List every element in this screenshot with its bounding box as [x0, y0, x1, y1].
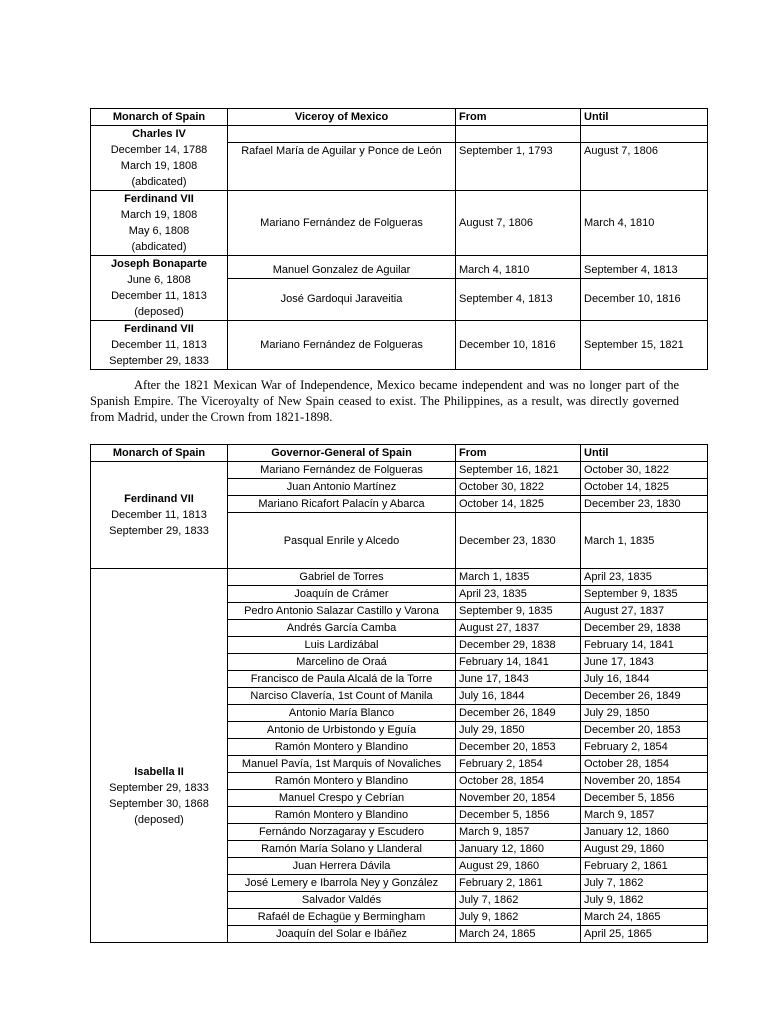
until-date: February 2, 1861 — [581, 858, 708, 875]
from-date: June 17, 1843 — [456, 671, 581, 688]
governor-name: Antonio de Urbistondo y Eguía — [228, 722, 456, 739]
until-date: December 29, 1838 — [581, 620, 708, 637]
from-date: December 29, 1838 — [456, 637, 581, 654]
from-date: April 23, 1835 — [456, 586, 581, 603]
from-date: January 12, 1860 — [456, 841, 581, 858]
until-date: September 4, 1813 — [581, 256, 708, 279]
governor-name: Pasqual Enrile y Alcedo — [228, 513, 456, 569]
governor-name: Manuel Crespo y Cebrían — [228, 790, 456, 807]
until-date: June 17, 1843 — [581, 654, 708, 671]
from-date: December 20, 1853 — [456, 739, 581, 756]
monarch-date: September 29, 1833 — [109, 781, 209, 794]
until-date: April 25, 1865 — [581, 926, 708, 943]
from-date: February 2, 1854 — [456, 756, 581, 773]
header-until: Until — [581, 445, 708, 462]
monarch-cell — [91, 321, 228, 370]
from-date: July 7, 1862 — [456, 892, 581, 909]
from-date: February 2, 1861 — [456, 875, 581, 892]
table-header-row — [91, 445, 708, 462]
governor-name: José Lemery e Ibarrola Ney y González — [228, 875, 456, 892]
monarch-cell — [91, 569, 228, 943]
governor-name: Ramón Montero y Blandino — [228, 807, 456, 824]
from-date: July 16, 1844 — [456, 688, 581, 705]
empty-cell — [581, 126, 708, 143]
until-date: December 5, 1856 — [581, 790, 708, 807]
from-date: August 7, 1806 — [456, 191, 581, 256]
governor-name: Gabriel de Torres — [228, 569, 456, 586]
governor-name: Joaquín del Solar e Ibáñez — [228, 926, 456, 943]
monarch-name: Joseph Bonaparte — [111, 258, 207, 270]
monarch-date: December 14, 1788 — [110, 144, 208, 156]
monarch-date: December 11, 1813 — [111, 509, 207, 521]
header-from: From — [456, 445, 581, 462]
table-row — [91, 191, 708, 256]
until-date: March 4, 1810 — [581, 191, 708, 256]
governor-name: Mariano Fernández de Folgueras — [228, 462, 456, 479]
governor-name: Manuel Pavía, 1st Marquis of Novaliches — [228, 756, 456, 773]
until-date: July 7, 1862 — [581, 875, 708, 892]
until-date: December 26, 1849 — [581, 688, 708, 705]
viceroy-name: Mariano Fernández de Folgueras — [228, 321, 456, 370]
table-header-row — [91, 109, 708, 126]
from-date: December 10, 1816 — [456, 321, 581, 370]
from-date: March 9, 1857 — [456, 824, 581, 841]
until-date: July 16, 1844 — [581, 671, 708, 688]
monarch-date: September 29, 1833 — [109, 525, 209, 537]
header-governor: Governor-General of Spain — [228, 445, 456, 462]
until-date: August 27, 1837 — [581, 603, 708, 620]
governor-name: Luis Lardizábal — [228, 637, 456, 654]
until-date: December 23, 1830 — [581, 496, 708, 513]
from-date: March 24, 1865 — [456, 926, 581, 943]
table-row — [91, 256, 708, 279]
until-date: August 7, 1806 — [581, 143, 708, 191]
monarch-date: March 19, 1808 — [120, 160, 198, 172]
until-date: April 23, 1835 — [581, 569, 708, 586]
header-monarch: Monarch of Spain — [91, 445, 228, 462]
from-date: March 4, 1810 — [456, 256, 581, 279]
governor-name: Marcelino de Oraá — [228, 654, 456, 671]
until-date: November 20, 1854 — [581, 773, 708, 790]
header-from: From — [456, 109, 581, 126]
table-row — [91, 126, 708, 143]
monarch-date: September 30, 1868 — [109, 797, 209, 810]
governor-name: Juan Herrera Dávila — [228, 858, 456, 875]
governor-name: Ramón Montero y Blandino — [228, 773, 456, 790]
monarch-date: September 29, 1833 — [109, 355, 209, 367]
governor-general-table — [90, 444, 708, 943]
from-date: September 1, 1793 — [456, 143, 581, 191]
until-date: March 9, 1857 — [581, 807, 708, 824]
table-row — [91, 462, 708, 479]
monarch-date: June 6, 1808 — [127, 274, 191, 286]
monarch-date: December 11, 1813 — [111, 290, 207, 302]
from-date: September 9, 1835 — [456, 603, 581, 620]
from-date: September 16, 1821 — [456, 462, 581, 479]
monarch-cell — [91, 256, 228, 321]
monarch-date: May 6, 1808 — [128, 225, 190, 237]
from-date: August 29, 1860 — [456, 858, 581, 875]
monarch-cell — [91, 191, 228, 256]
from-date: December 26, 1849 — [456, 705, 581, 722]
monarch-date: March 19, 1808 — [120, 209, 198, 221]
until-date: February 14, 1841 — [581, 637, 708, 654]
until-date: October 14, 1825 — [581, 479, 708, 496]
until-date: March 24, 1865 — [581, 909, 708, 926]
independence-paragraph: After the 1821 Mexican War of Independence, Mexico became independent and was no longer part of the Spanish Empire. The Viceroyalty of New Spain ceased to exist. The Philippines, as a result, was directly governed from Madrid, under the Crown from 1821-1898. — [90, 378, 679, 424]
monarch-name: Isabella II — [134, 765, 184, 778]
governor-name: Ramón María Solano y Llanderal — [228, 841, 456, 858]
from-date: March 1, 1835 — [456, 569, 581, 586]
from-date: August 27, 1837 — [456, 620, 581, 637]
monarch-date: December 11, 1813 — [111, 339, 207, 351]
until-date: August 29, 1860 — [581, 841, 708, 858]
viceroy-name: José Gardoqui Jaraveitia — [228, 278, 456, 320]
monarch-note: (abdicated) — [131, 241, 187, 253]
until-date: September 15, 1821 — [581, 321, 708, 370]
monarch-cell — [91, 462, 228, 569]
governor-name: Rafaél de Echagüe y Bermingham — [228, 909, 456, 926]
monarch-name: Ferdinand VII — [124, 193, 194, 205]
governor-name: Ramón Montero y Blandino — [228, 739, 456, 756]
until-date: September 9, 1835 — [581, 586, 708, 603]
from-date: October 28, 1854 — [456, 773, 581, 790]
viceroy-name: Mariano Fernández de Folgueras — [228, 191, 456, 256]
until-date: December 20, 1853 — [581, 722, 708, 739]
monarch-note: (abdicated) — [131, 176, 187, 188]
empty-cell — [228, 126, 456, 143]
monarch-cell — [91, 126, 228, 191]
from-date: December 23, 1830 — [456, 513, 581, 569]
table-row — [91, 321, 708, 370]
header-monarch: Monarch of Spain — [91, 109, 228, 126]
governor-name: Pedro Antonio Salazar Castillo y Varona — [228, 603, 456, 620]
until-date: October 30, 1822 — [581, 462, 708, 479]
until-date: July 9, 1862 — [581, 892, 708, 909]
governor-name: Juan Antonio Martínez — [228, 479, 456, 496]
governor-name: Fernándo Norzagaray y Escudero — [228, 824, 456, 841]
from-date: July 29, 1850 — [456, 722, 581, 739]
monarch-note: (deposed) — [134, 306, 184, 318]
from-date: November 20, 1854 — [456, 790, 581, 807]
governor-name: Francisco de Paula Alcalá de la Torre — [228, 671, 456, 688]
until-date: December 10, 1816 — [581, 278, 708, 320]
monarch-date: (deposed) — [134, 813, 184, 826]
from-date: December 5, 1856 — [456, 807, 581, 824]
from-date: July 9, 1862 — [456, 909, 581, 926]
governor-name: Antonio María Blanco — [228, 705, 456, 722]
monarch-name: Charles IV — [132, 128, 186, 140]
viceroy-name: Manuel Gonzalez de Aguilar — [228, 256, 456, 279]
empty-cell — [456, 126, 581, 143]
from-date: October 14, 1825 — [456, 496, 581, 513]
from-date: October 30, 1822 — [456, 479, 581, 496]
until-date: February 2, 1854 — [581, 739, 708, 756]
governor-name: Salvador Valdés — [228, 892, 456, 909]
table-row — [91, 569, 708, 586]
until-date: March 1, 1835 — [581, 513, 708, 569]
governor-name: Joaquín de Crámer — [228, 586, 456, 603]
header-viceroy: Viceroy of Mexico — [228, 109, 456, 126]
from-date: February 14, 1841 — [456, 654, 581, 671]
governor-name: Narciso Clavería, 1st Count of Manila — [228, 688, 456, 705]
from-date: September 4, 1813 — [456, 278, 581, 320]
until-date: January 12, 1860 — [581, 824, 708, 841]
governor-table-body — [91, 462, 708, 943]
monarch-name: Ferdinand VII — [124, 323, 194, 335]
viceroy-name: Rafael María de Aguilar y Ponce de León — [228, 143, 456, 191]
viceroy-table — [90, 108, 708, 370]
until-date: October 28, 1854 — [581, 756, 708, 773]
until-date: July 29, 1850 — [581, 705, 708, 722]
governor-name: Andrés García Camba — [228, 620, 456, 637]
governor-name: Mariano Ricafort Palacín y Abarca — [228, 496, 456, 513]
monarch-name: Ferdinand VII — [124, 493, 194, 505]
header-until: Until — [581, 109, 708, 126]
